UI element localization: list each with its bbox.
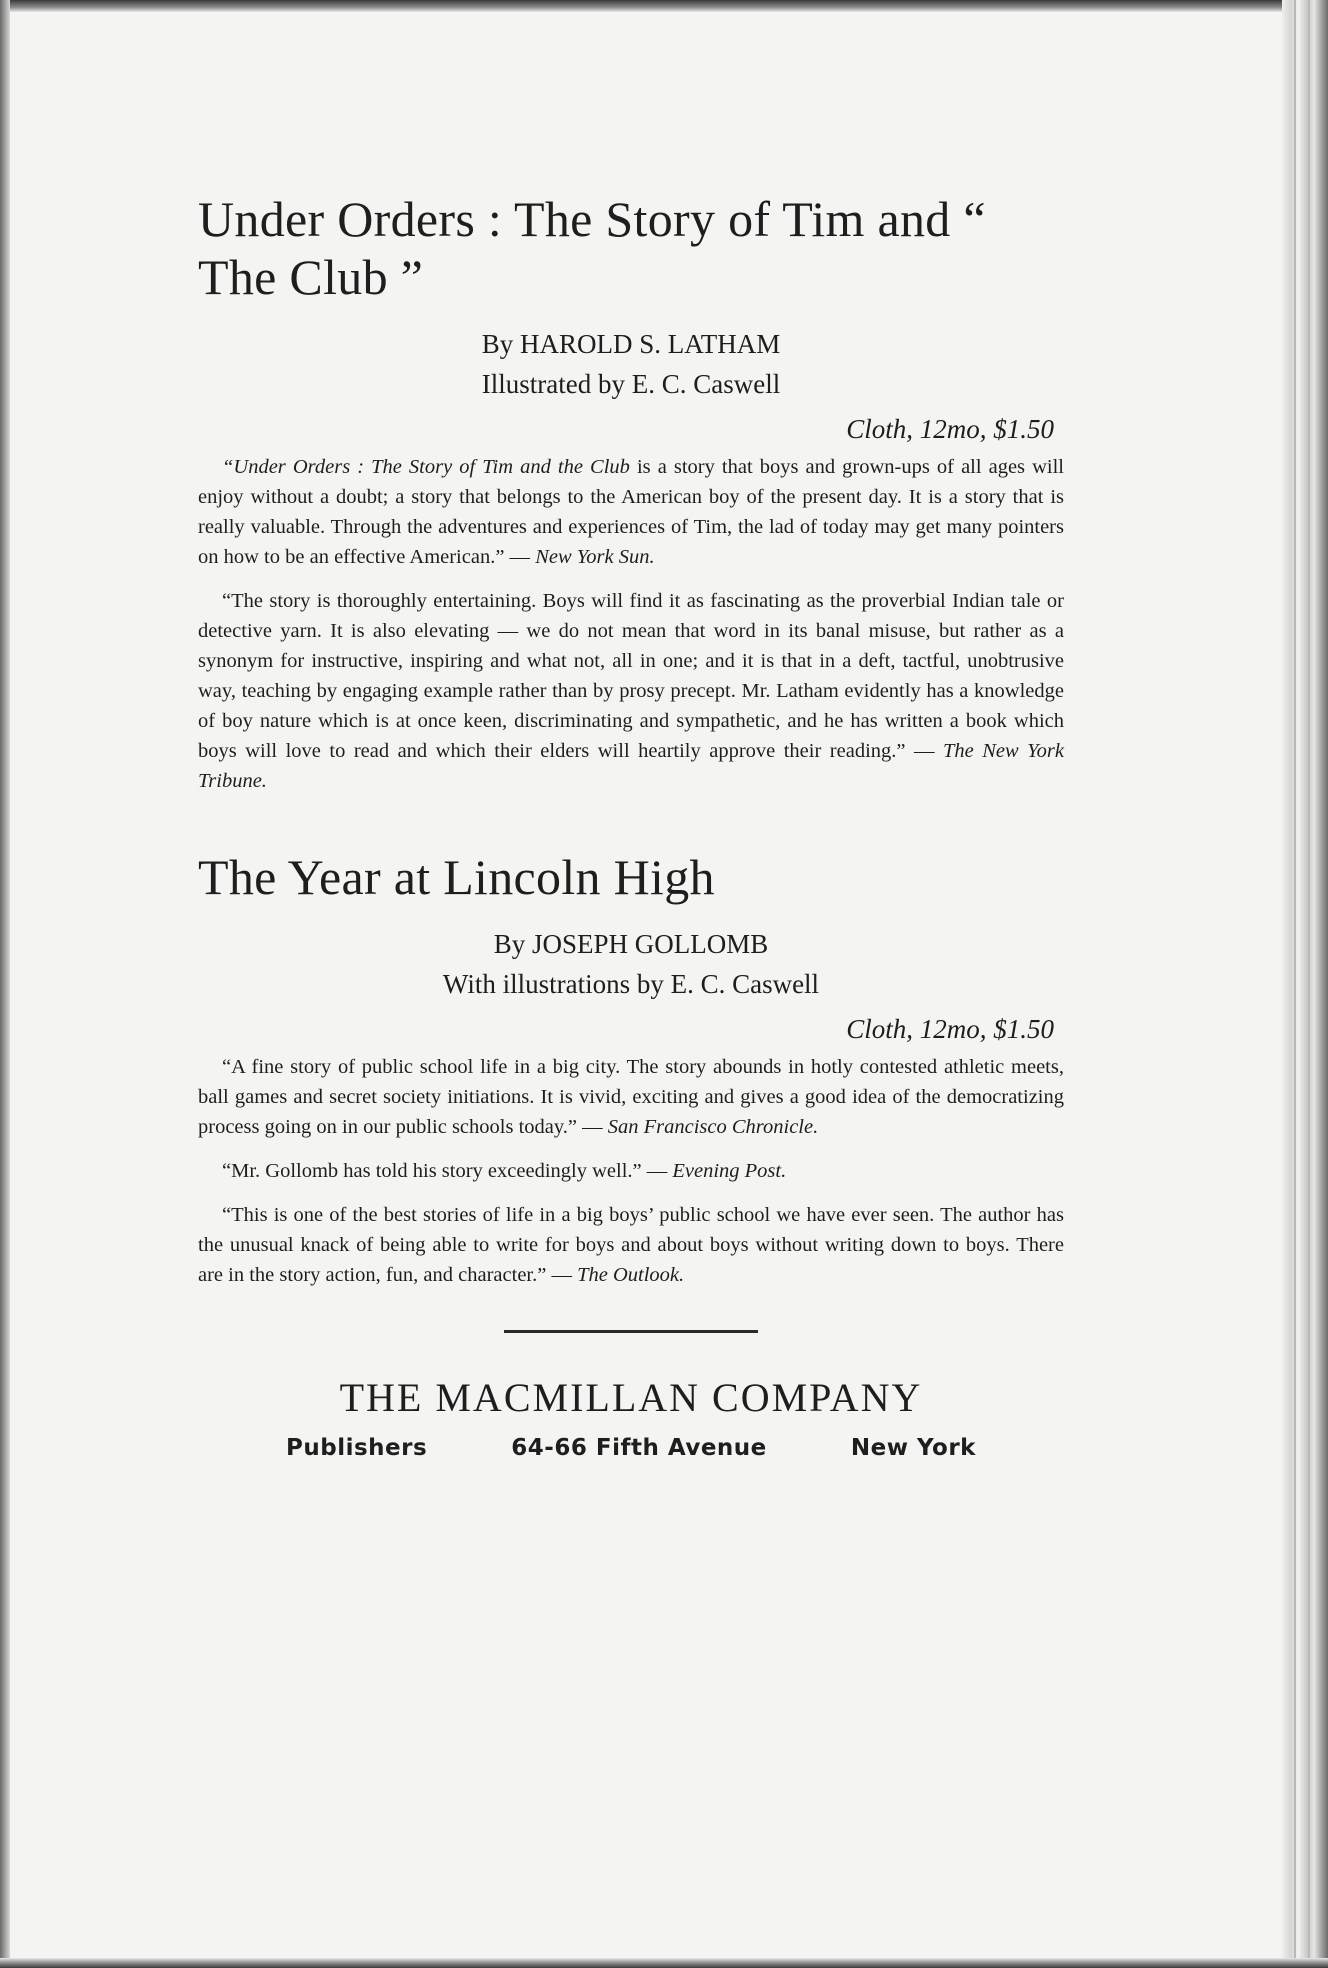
book-title: The Year at Lincoln High <box>198 849 715 905</box>
book-author: By JOSEPH GOLLOMB <box>493 929 769 959</box>
book-title: Under Orders : The Story of Tim and “ The Club ” <box>198 191 986 305</box>
review-quote <box>198 586 1064 796</box>
gutter-line <box>1294 0 1296 1968</box>
review-text: “This is one of the best stories of life in a big boys’ public school we have ever seen. The author has the unusual knack of being able to write for boys and about boys without writing down to boys. There are in the story action, fun, and character.” — <box>198 1204 1064 1286</box>
publisher-city: New York <box>850 1435 976 1461</box>
review-text: “The story is thoroughly entertaining. Boys will find it as fascinating as the proverbial Indian tale or detective yarn. It is also elevating — we do not mean that word in its banal misuse, but rather as a synonym for instructive, inspiring and what not, all in one; and it is that in a deft, tactful, unobtrusive way, teaching by engaging example rather than by prosy precept. Mr. Latham evidently has a knowledge of boy nature which is at once keen, discriminating and sympathetic, and he has written a book which boys will love to read and which their elders will heartily approve their reading.” — <box>198 590 1064 762</box>
book-listing-lincoln-high <box>198 848 1064 1290</box>
book-price: Cloth, 12mo, $1.50 <box>846 1014 1054 1044</box>
review-source: New York Sun. <box>535 546 655 568</box>
book-illustrator: Illustrated by E. C. Caswell <box>481 369 781 399</box>
review-text: is a story that boys and grown-ups of all ages will enjoy without a doubt; a story that belongs to the American boy of the present day. It is a story that is really valuable. Through the adventures and experiences of Tim, the lad of today may get many pointers on how to be an effective American.” — <box>198 456 1064 568</box>
review-quote <box>198 1200 1064 1290</box>
publisher-imprint <box>286 1435 976 1461</box>
review-source: The New York Tribune. <box>198 740 1064 792</box>
publisher-name: THE MACMILLAN COMPANY <box>339 1375 923 1420</box>
scan-edge-left <box>0 0 10 1968</box>
review-text: “A fine story of public school life in a big city. The story abounds in hotly contested athletic meets, ball games and secret society initiations. It is vivid, exciting and gives a good idea of the democratizing process going on in our public schools today.” — <box>198 1056 1064 1138</box>
quoted-title: “Under Orders : The Story of Tim and the Club <box>222 456 630 478</box>
review-source: Evening Post. <box>672 1160 787 1182</box>
book-illustrator: With illustrations by E. C. Caswell <box>442 969 820 999</box>
book-author: By HAROLD S. LATHAM <box>481 329 781 359</box>
scan-edge-top <box>0 0 1328 12</box>
advertisement-page <box>198 190 1064 1461</box>
review-quote <box>198 1052 1064 1142</box>
divider-rule <box>504 1330 758 1333</box>
review-quote <box>198 1156 1064 1186</box>
review-quote <box>198 452 1064 572</box>
scan-edge-bottom <box>0 1958 1328 1968</box>
publisher-address: 64-66 Fifth Avenue <box>511 1435 767 1461</box>
book-price: Cloth, 12mo, $1.50 <box>846 414 1054 444</box>
gutter-line <box>1308 0 1310 1968</box>
book-gutter <box>1282 0 1328 1968</box>
publisher-role: Publishers <box>286 1435 428 1461</box>
book-listing-under-orders <box>198 190 1064 796</box>
review-source: San Francisco Chronicle. <box>607 1116 819 1138</box>
review-text: “Mr. Gollomb has told his story exceedingly well.” — <box>222 1160 673 1182</box>
review-source: The Outlook. <box>577 1264 685 1286</box>
